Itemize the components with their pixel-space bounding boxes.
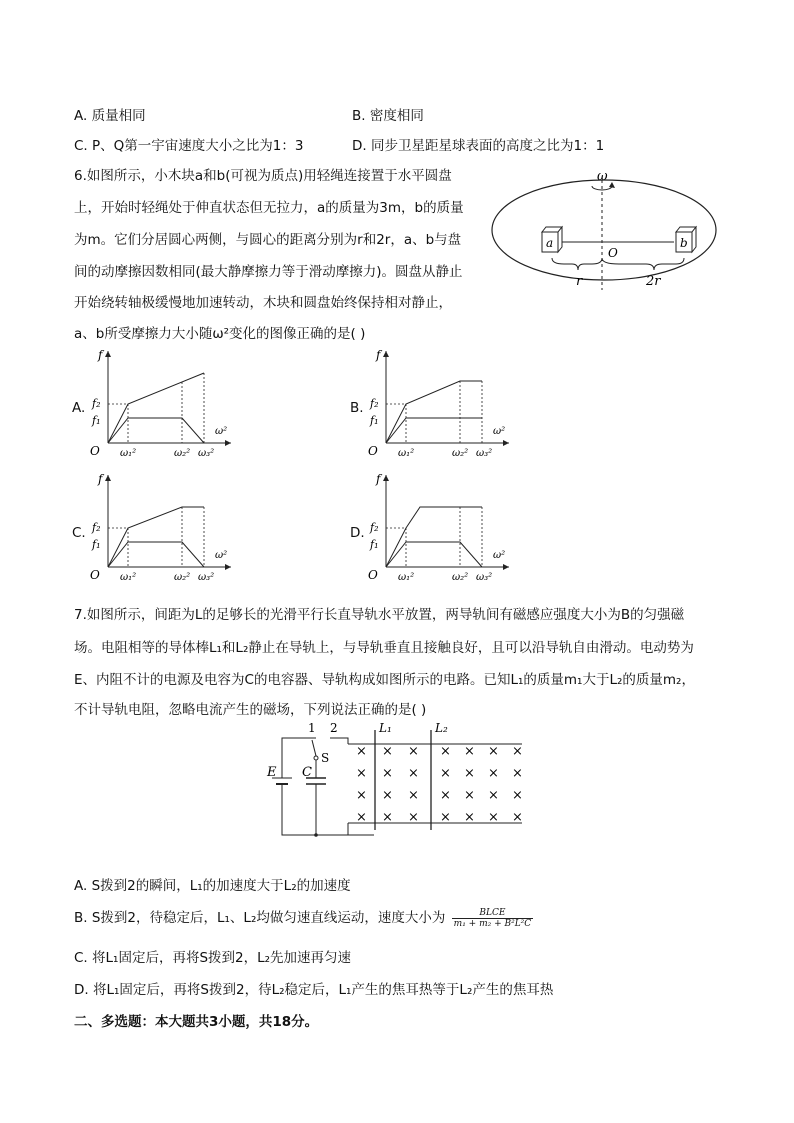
field-cross-icon: × [488, 766, 499, 781]
field-cross-icon: × [512, 810, 523, 825]
origin-label: O [90, 444, 100, 458]
field-cross-icon: × [464, 744, 475, 759]
w2-tick-label: ω₂² [452, 572, 469, 583]
f2-tick-label: f₂ [370, 397, 379, 410]
q5-option-c: C. P、Q第一宇宙速度大小之比为1：3 [74, 138, 304, 154]
curve-lower [386, 418, 482, 443]
q6-stem-line: 间的动摩擦因数相同(最大静摩擦力等于滑动摩擦力)。圆盘从静止 [74, 264, 463, 280]
field-cross-icon: × [440, 810, 451, 825]
field-cross-icon: × [488, 810, 499, 825]
curve-lower [386, 542, 482, 567]
graph-option-b [364, 345, 514, 463]
w1-tick-label: ω₁² [120, 448, 137, 459]
curve-lower [108, 542, 204, 567]
q6-option-a-label: A. [72, 400, 86, 416]
field-cross-icon: × [356, 788, 367, 803]
field-cross-icon: × [512, 766, 523, 781]
switch-terminal-2: 2 [330, 721, 338, 735]
q5-option-a: A. 质量相同 [74, 108, 146, 124]
w3-tick-label: ω₃² [476, 572, 493, 583]
curve-upper [108, 373, 204, 443]
field-cross-icon: × [512, 744, 523, 759]
graph-option-d [364, 469, 514, 587]
speed-fraction [452, 908, 534, 929]
origin-label: O [368, 568, 378, 582]
field-cross-icon: × [382, 810, 393, 825]
x-axis-arrow-icon [503, 564, 509, 570]
magnetic-field [356, 744, 523, 825]
q6-option-b-label: B. [350, 400, 364, 416]
q7-option-b [74, 906, 533, 929]
f2-tick-label: f₂ [370, 521, 379, 534]
section-heading: 二、多选题：本大题共3小题，共18分。 [74, 1014, 319, 1030]
field-cross-icon: × [440, 788, 451, 803]
svg-text:a: a [546, 236, 554, 250]
w3-tick-label: ω₃² [476, 448, 493, 459]
field-cross-icon: × [356, 810, 367, 825]
q6-stem-line: a、b所受摩擦力大小随ω²变化的图像正确的是( ) [74, 326, 366, 342]
f2-tick-label: f₂ [92, 521, 101, 534]
field-cross-icon: × [382, 766, 393, 781]
emf-label: E [267, 765, 277, 780]
q6-stem-line: 为m。它们分居圆心两侧，与圆心的距离分别为r和2r，a、b与盘 [74, 232, 462, 248]
curve-upper [108, 507, 204, 567]
q7-stem-line: 不计导轨电阻，忽略电流产生的磁场，下列说法正确的是( ) [74, 702, 427, 718]
f1-tick-label: f₁ [92, 538, 101, 551]
block-a [542, 227, 562, 252]
omega-label: ω [597, 169, 608, 184]
field-cross-icon: × [408, 788, 419, 803]
q5-option-d: D. 同步卫星距星球表面的高度之比为1：1 [352, 138, 605, 154]
x-axis-arrow-icon [225, 440, 231, 446]
switch-terminal-1: 1 [308, 721, 316, 735]
fraction-numerator: BLCE [452, 908, 534, 919]
switch-label: S [321, 751, 330, 765]
x-axis-label: ω² [215, 550, 228, 561]
y-axis-arrow-icon [383, 351, 389, 357]
origin-label: O [368, 444, 378, 458]
curve-lower [108, 418, 204, 443]
x-axis-label: ω² [493, 550, 506, 561]
q7-option-c: C. 将L₁固定后，再将S拨到2，L₂先加速再匀速 [74, 950, 352, 966]
svg-text:b: b [680, 236, 688, 250]
field-cross-icon: × [488, 744, 499, 759]
q6-stem-line: 开始绕转轴极缓慢地加速转动，木块和圆盘始终保持相对静止， [74, 295, 452, 311]
q6-stem-line: 6.如图所示，小木块a和b(可视为质点)用轻绳连接置于水平圆盘 [74, 168, 452, 184]
block-b [676, 227, 696, 252]
field-cross-icon: × [408, 810, 419, 825]
field-cross-icon: × [382, 744, 393, 759]
w3-tick-label: ω₃² [198, 448, 215, 459]
field-cross-icon: × [512, 788, 523, 803]
wire [330, 738, 348, 744]
field-cross-icon: × [440, 766, 451, 781]
graph-option-c [86, 469, 236, 587]
f1-tick-label: f₁ [370, 414, 379, 427]
q5-option-b: B. 密度相同 [352, 108, 424, 124]
q7-stem-line: 场。电阻相等的导体棒L₁和L₂静止在导轨上，与导轨垂直且接触良好，且可以沿导轨自由滑动。电动势为 [74, 640, 694, 656]
y-axis-label: f [376, 472, 381, 486]
w2-tick-label: ω₂² [174, 572, 191, 583]
x-axis-arrow-icon [225, 564, 231, 570]
field-cross-icon: × [488, 788, 499, 803]
q7-option-a: A. S拨到2的瞬间，L₁的加速度大于L₂的加速度 [74, 878, 351, 894]
y-axis-arrow-icon [383, 475, 389, 481]
field-cross-icon: × [464, 766, 475, 781]
y-axis-arrow-icon [105, 351, 111, 357]
origin-label: O [90, 568, 100, 582]
w2-tick-label: ω₂² [174, 448, 191, 459]
fraction-denominator: m₁ + m₂ + B²L²C [453, 918, 532, 929]
field-cross-icon: × [440, 744, 451, 759]
field-cross-icon: × [408, 744, 419, 759]
f2-tick-label: f₂ [92, 397, 101, 410]
q6-stem-line: 上，开始时轻绳处于伸直状态但无拉力，a的质量为3m，b的质量 [74, 200, 464, 216]
q7-stem-line: E、内阻不计的电源及电容为C的电容器、导轨构成如图所示的电路。已知L₁的质量m₁大于L₂的质量m₂， [74, 672, 695, 688]
x-axis-label: ω² [493, 426, 506, 437]
graph-option-a [86, 345, 236, 463]
q6-option-d-label: D. [350, 525, 365, 541]
rod-l1-label: L₁ [379, 721, 392, 735]
switch-blade [312, 740, 316, 756]
curve-upper [386, 507, 482, 567]
y-axis-label: f [98, 348, 103, 362]
field-cross-icon: × [356, 744, 367, 759]
f1-tick-label: f₁ [92, 414, 101, 427]
q7-option-d: D. 将L₁固定后，再将S拨到2，待L₂稳定后，L₁产生的焦耳热等于L₂产生的焦耳热 [74, 982, 554, 998]
distance-2r: 2r [646, 274, 661, 289]
q7-stem-line: 7.如图所示，间距为L的足够长的光滑平行长直导轨水平放置，两导轨间有磁感应强度大小为B的匀强磁 [74, 607, 685, 623]
brace-r [552, 258, 602, 270]
field-cross-icon: × [408, 766, 419, 781]
q7-option-b-text: B. S拨到2，待稳定后，L₁、L₂均做匀速直线运动，速度大小为 [74, 910, 446, 926]
rod-l2-label: L₂ [435, 721, 448, 735]
field-cross-icon: × [356, 766, 367, 781]
x-axis-arrow-icon [503, 440, 509, 446]
capacitor-label: C [302, 765, 312, 780]
distance-r: r [576, 274, 583, 289]
y-axis-arrow-icon [105, 475, 111, 481]
w1-tick-label: ω₁² [120, 572, 137, 583]
w1-tick-label: ω₁² [398, 572, 415, 583]
field-cross-icon: × [464, 810, 475, 825]
f1-tick-label: f₁ [370, 538, 379, 551]
q6-option-c-label: C. [72, 525, 86, 541]
field-cross-icon: × [382, 788, 393, 803]
center-label: O [608, 246, 618, 260]
w1-tick-label: ω₁² [398, 448, 415, 459]
x-axis-label: ω² [215, 426, 228, 437]
y-axis-label: f [376, 348, 381, 362]
field-cross-icon: × [464, 788, 475, 803]
y-axis-label: f [98, 472, 103, 486]
curve-upper [386, 381, 482, 443]
w3-tick-label: ω₃² [198, 572, 215, 583]
w2-tick-label: ω₂² [452, 448, 469, 459]
switch-pivot [314, 756, 318, 760]
circuit-figure [264, 718, 534, 843]
rotating-disc-figure [484, 160, 724, 295]
